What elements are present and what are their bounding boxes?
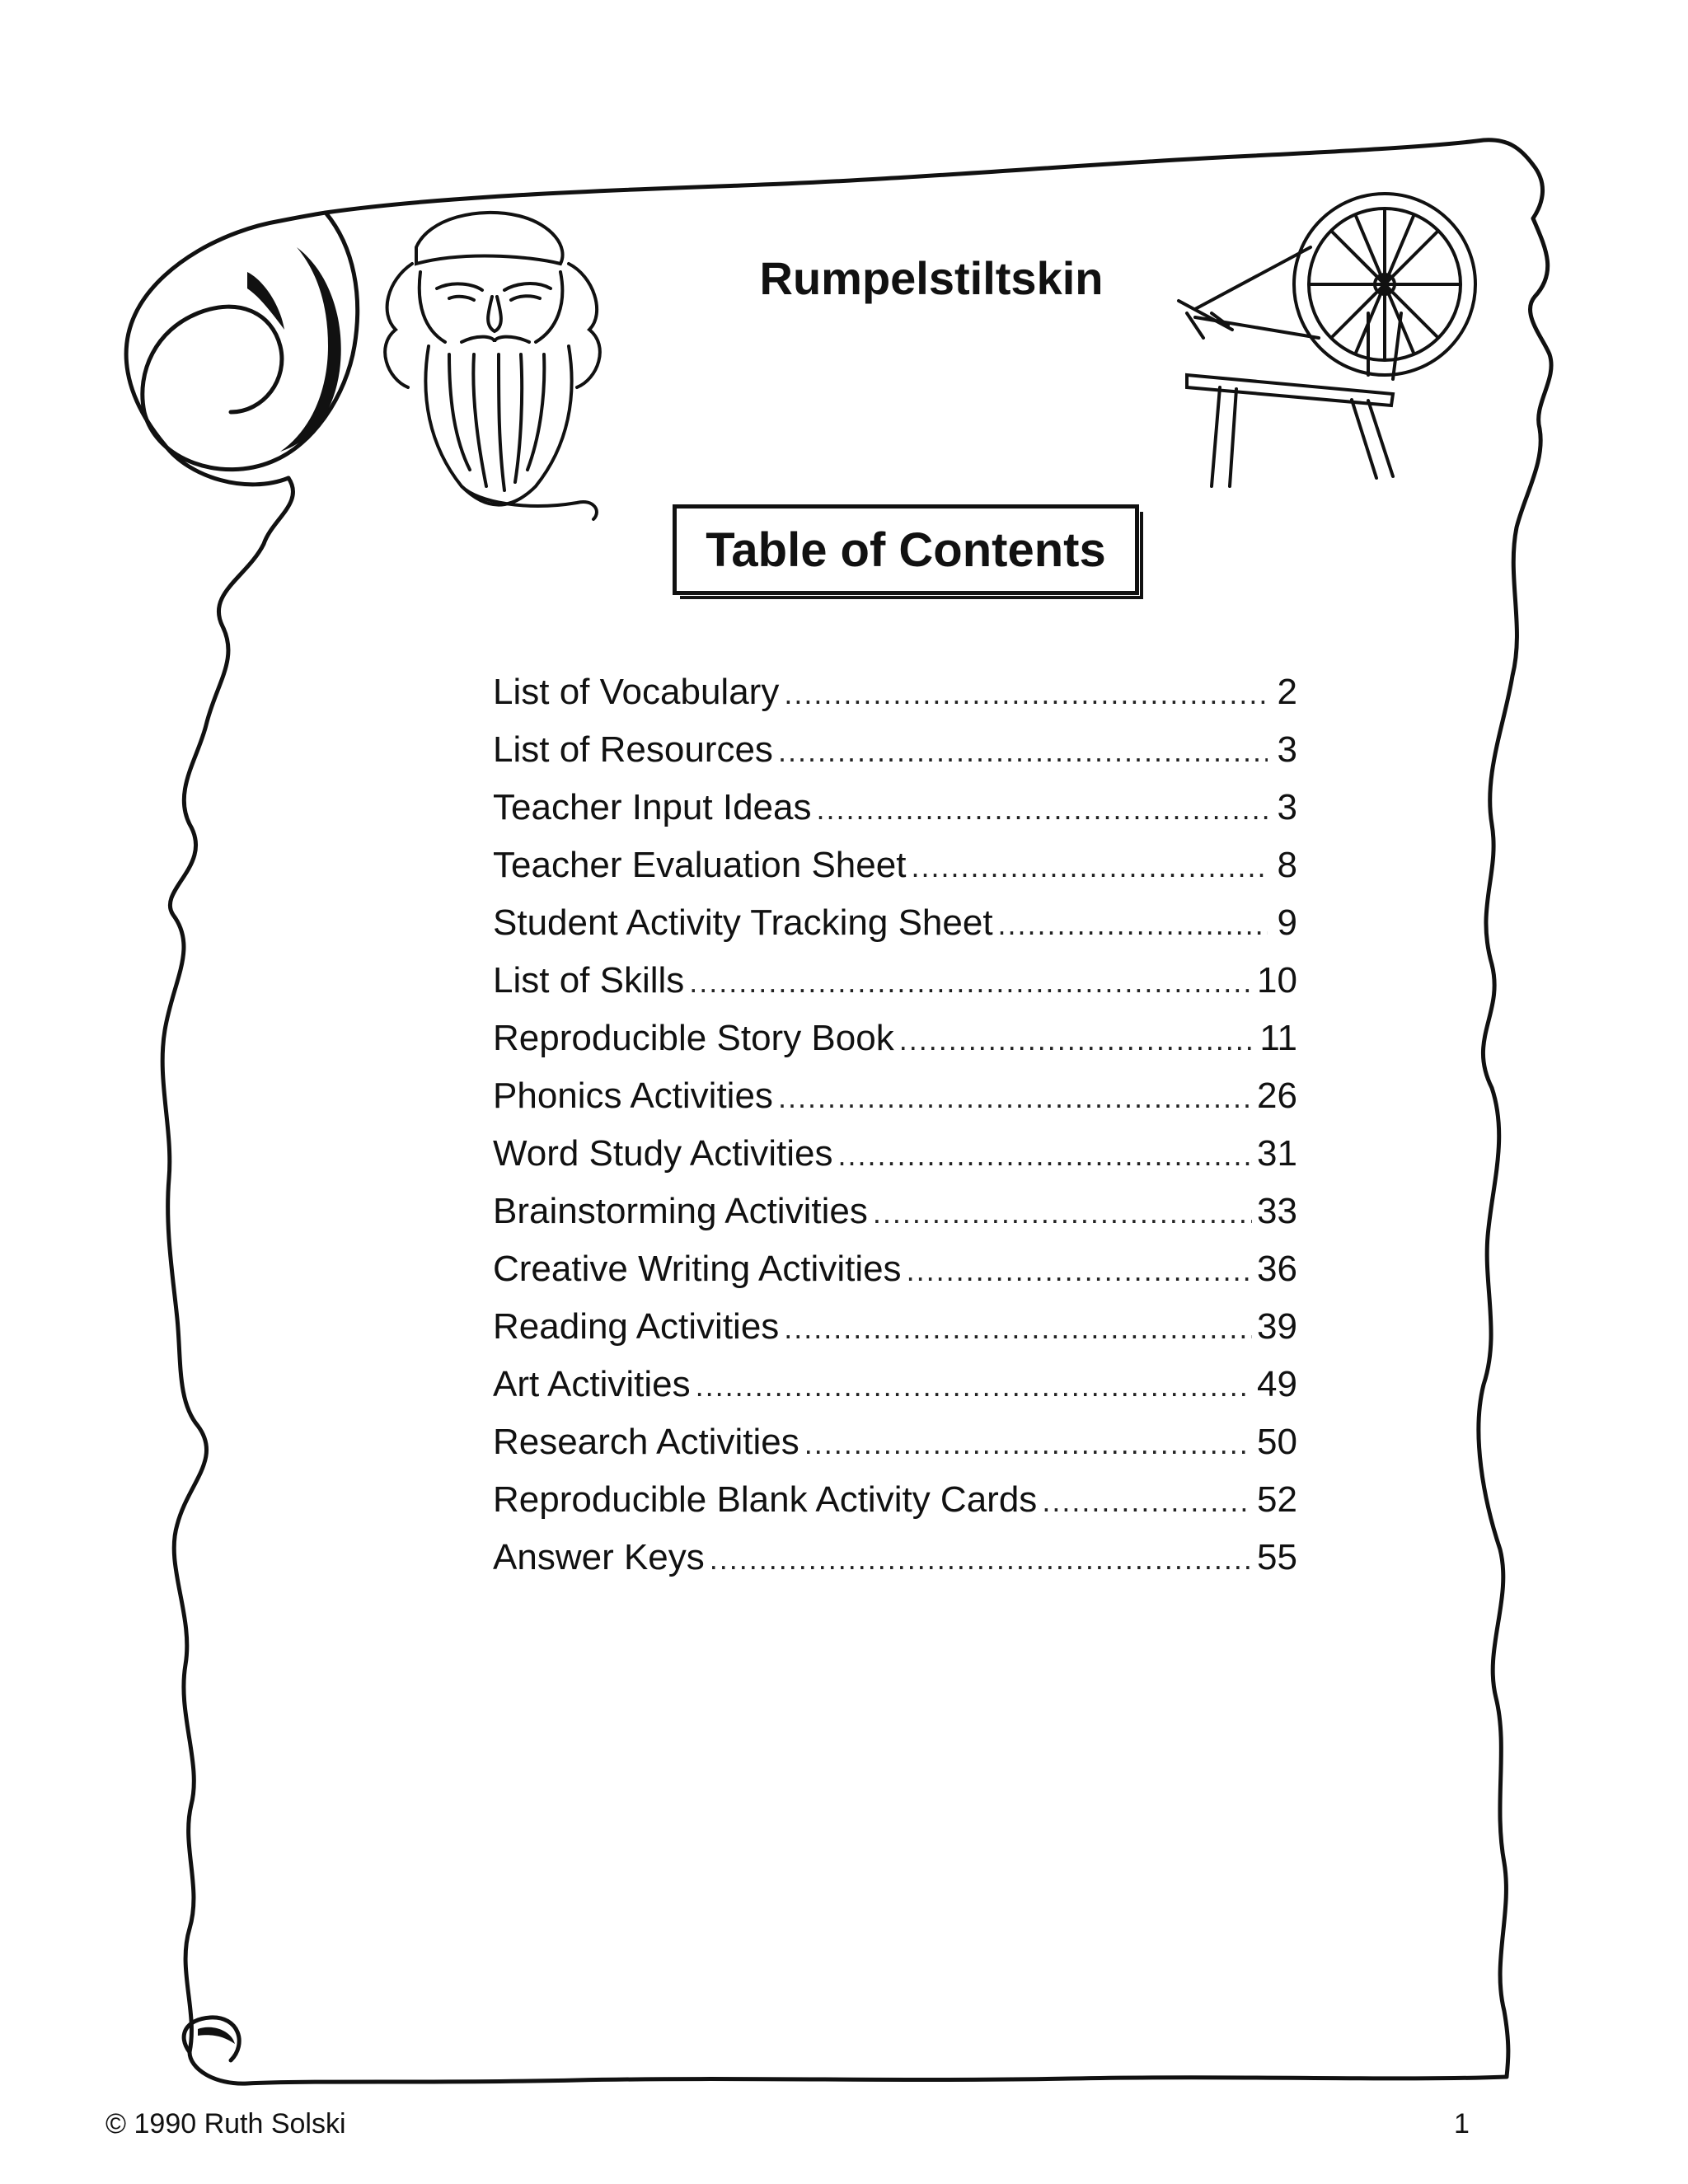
toc-entry-page: 33 [1257, 1191, 1297, 1231]
toc-leader-dots [710, 1530, 1252, 1588]
toc-entry-label: Student Activity Tracking Sheet [493, 902, 993, 943]
toc-entry [493, 1240, 1297, 1298]
toc-entry [493, 1298, 1297, 1356]
toc-entry [493, 721, 1297, 779]
toc-entry [493, 1067, 1297, 1125]
toc-leader-dots [784, 1300, 1252, 1357]
toc-entry-page: 36 [1257, 1249, 1297, 1289]
toc-leader-dots [778, 723, 1268, 780]
toc-entry-label: Creative Writing Activities [493, 1249, 902, 1289]
toc-entry-label: Reading Activities [493, 1306, 780, 1347]
toc-entry-label: List of Vocabulary [493, 672, 780, 712]
toc-entry-page: 11 [1259, 1018, 1297, 1058]
toc-entry-page: 50 [1257, 1422, 1297, 1462]
toc-entry-label: Teacher Input Ideas [493, 787, 812, 827]
toc-entry [493, 1183, 1297, 1240]
toc-entry-label: Teacher Evaluation Sheet [493, 845, 907, 885]
toc-entry [493, 894, 1297, 952]
toc-entry [493, 952, 1297, 1010]
toc-entry-page: 2 [1277, 672, 1297, 712]
toc-leader-dots [911, 838, 1268, 896]
toc-entry-label: Research Activities [493, 1422, 799, 1462]
toc-entry-page: 10 [1257, 960, 1297, 1001]
book-title: Rumpelstiltskin [759, 252, 1104, 304]
toc-entry-label: Phonics Activities [493, 1076, 773, 1116]
toc-entry-label: Word Study Activities [493, 1133, 833, 1174]
toc-leader-dots [696, 1357, 1252, 1415]
toc-entry-page: 3 [1277, 787, 1297, 827]
toc-entry-page: 49 [1257, 1364, 1297, 1404]
toc-entry-label: List of Skills [493, 960, 685, 1001]
toc-entry-label: Reproducible Story Book [493, 1018, 894, 1058]
toc-entry-page: 52 [1257, 1479, 1297, 1520]
toc-entry-page: 31 [1257, 1133, 1297, 1174]
toc-leader-dots [784, 665, 1268, 723]
toc-entry [493, 837, 1297, 894]
toc-entry-label: List of Resources [493, 729, 773, 770]
footer-copyright: © 1990 Ruth Solski [106, 2108, 346, 2139]
table-of-contents [493, 663, 1297, 1586]
toc-leader-dots [907, 1242, 1252, 1300]
toc-leader-dots [873, 1184, 1252, 1242]
toc-entry-label: Brainstorming Activities [493, 1191, 868, 1231]
toc-entry [493, 1010, 1297, 1067]
toc-entry [493, 779, 1297, 837]
toc-leader-dots [1042, 1473, 1252, 1530]
toc-leader-dots [899, 1011, 1255, 1069]
toc-leader-dots [837, 1127, 1252, 1184]
bearded-dwarf-face-icon [385, 213, 600, 519]
toc-entry-label: Art Activities [493, 1364, 691, 1404]
toc-entry-page: 26 [1257, 1076, 1297, 1116]
toc-entry [493, 1529, 1297, 1586]
toc-entry [493, 663, 1297, 721]
toc-entry [493, 1356, 1297, 1413]
toc-entry [493, 1413, 1297, 1471]
toc-leader-dots [998, 896, 1268, 954]
toc-leader-dots [804, 1415, 1252, 1473]
spinning-wheel-icon [1179, 194, 1475, 486]
toc-entry-page: 3 [1277, 729, 1297, 770]
toc-leader-dots [816, 780, 1268, 838]
toc-leader-dots [778, 1069, 1252, 1127]
toc-entry-label: Answer Keys [493, 1537, 705, 1577]
toc-heading: Table of Contents [706, 523, 1106, 577]
toc-entry [493, 1471, 1297, 1529]
toc-entry-page: 39 [1257, 1306, 1297, 1347]
toc-heading-box [673, 504, 1139, 595]
toc-entry-label: Reproducible Blank Activity Cards [493, 1479, 1038, 1520]
toc-leader-dots [689, 954, 1252, 1011]
toc-entry-page: 55 [1257, 1537, 1297, 1577]
toc-entry [493, 1125, 1297, 1183]
toc-entry-page: 8 [1277, 845, 1297, 885]
toc-entry-page: 9 [1277, 902, 1297, 943]
footer-page-number: 1 [1454, 2108, 1470, 2139]
